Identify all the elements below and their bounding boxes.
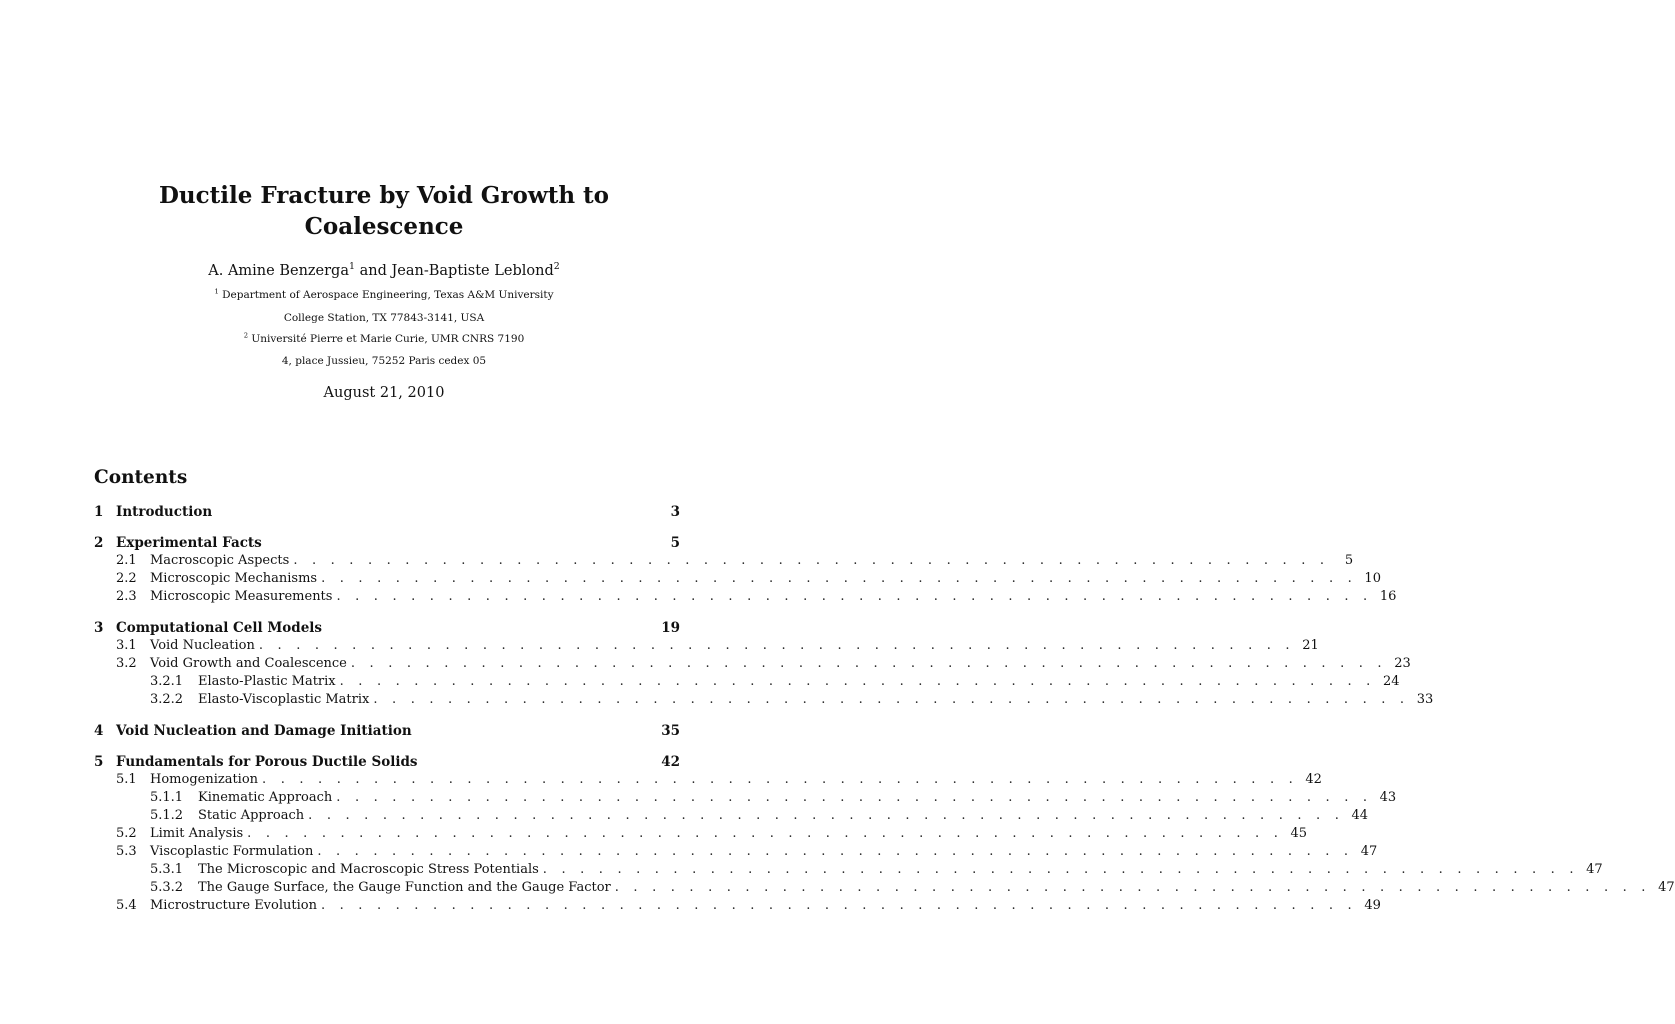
affiliation-mark: 2: [553, 261, 560, 273]
toc-section-entry[interactable]: [116, 844, 1378, 862]
affiliation-mark: 1: [214, 287, 219, 296]
toc-chapter-entry[interactable]: [94, 620, 680, 638]
title-line-1: Ductile Fracture by Void Growth to: [158, 182, 610, 209]
toc-section-entry[interactable]: [116, 826, 1308, 844]
toc-entry-number: 2.3: [116, 589, 137, 604]
toc-entry-title: Static Approach: [198, 808, 305, 823]
paper-date: August 21, 2010: [323, 385, 445, 401]
toc-entry-number: 5.1.1: [150, 790, 184, 805]
toc-page-number: 42: [1305, 772, 1322, 787]
toc-entry-title: Elasto-Viscoplastic Matrix: [198, 692, 370, 707]
toc-page-number: 5: [1344, 553, 1354, 568]
author-name: A. Amine Benzerga: [208, 263, 349, 279]
toc-entry-title: Void Nucleation: [150, 638, 255, 653]
affiliation-mark: 2: [243, 331, 249, 340]
toc-page-number: 43: [1379, 790, 1397, 805]
toc-page-number: 3: [670, 504, 680, 520]
author-conjunction: and: [354, 263, 392, 279]
toc-entry-title: Void Nucleation and Damage Initiation: [116, 723, 412, 739]
toc-page-number: 35: [661, 723, 680, 739]
toc-dot-leader: . . . . . . . . . . . . . . . . . . . . . . . . . . . . . . . . . . . . . . . . . . . . . . . . . . . . . . . .: [339, 674, 1376, 689]
toc-entry-number: 4: [94, 723, 104, 739]
affiliation-text: Department of Aerospace Engineering, Texas A&M University: [218, 289, 554, 301]
toc-page-number: 19: [661, 620, 680, 636]
toc-chapter-entry[interactable]: [94, 535, 680, 553]
toc-chapter-entry[interactable]: [94, 723, 680, 741]
toc-entry-number: 1: [94, 504, 104, 520]
title-line-2: Coalescence: [304, 213, 464, 240]
toc-entry-title: Microscopic Measurements: [150, 589, 333, 604]
toc-dot-leader: . . . . . . . . . . . . . . . . . . . . . . . . . . . . . . . . . . . . . . . . . . . . . . . . . . . . . . . .: [336, 589, 1373, 604]
toc-entry-number: 3.1: [116, 638, 137, 653]
toc-page-number: 24: [1382, 674, 1400, 689]
toc-dot-leader: . . . . . . . . . . . . . . . . . . . . . . . . . . . . . . . . . . . . . . . . . . . . . . . . . . . . . . . .: [542, 862, 1579, 877]
toc-page-number: 21: [1302, 638, 1319, 653]
toc-dot-leader: . . . . . . . . . . . . . . . . . . . . . . . . . . . . . . . . . . . . . . . . . . . . . . . . . . . . . . . .: [373, 692, 1410, 707]
toc-dot-leader: . . . . . . . . . . . . . . . . . . . . . . . . . . . . . . . . . . . . . . . . . . . . . . . . . . . . . . . .: [293, 553, 1330, 568]
toc-section-entry[interactable]: [116, 589, 1397, 607]
toc-entry-title: Microstructure Evolution: [150, 898, 317, 913]
toc-section-entry[interactable]: [116, 772, 1322, 790]
toc-entry-title: Limit Analysis: [150, 826, 244, 841]
toc-section-entry[interactable]: [116, 571, 1381, 589]
toc-section-entry[interactable]: [150, 790, 1397, 808]
toc-entry-number: 3.2: [116, 656, 137, 671]
toc-page-number: 47: [1586, 862, 1603, 877]
toc-chapter-entry[interactable]: [94, 754, 680, 772]
toc-entry-number: 5.4: [116, 898, 137, 913]
toc-page-number: 47: [1360, 844, 1378, 859]
toc-entry-number: 5.3: [116, 844, 137, 859]
toc-entry-title: Experimental Facts: [116, 535, 262, 551]
toc-section-entry[interactable]: [116, 638, 1319, 656]
toc-entry-number: 5.1: [116, 772, 137, 787]
toc-page-number: 49: [1364, 898, 1381, 913]
toc-dot-leader: . . . . . . . . . . . . . . . . . . . . . . . . . . . . . . . . . . . . . . . . . . . . . . . . . . . . . . . .: [308, 808, 1345, 823]
toc-entry-title: Void Growth and Coalescence: [150, 656, 347, 671]
toc-entry-number: 3.2.1: [150, 674, 184, 689]
toc-page-number: 44: [1351, 808, 1369, 823]
toc-entry-number: 5: [94, 754, 104, 770]
toc-page-number: 42: [661, 754, 680, 770]
affiliation-text: Université Pierre et Marie Curie, UMR CNRS 7190: [248, 333, 525, 345]
toc-entry-title: The Gauge Surface, the Gauge Function and the Gauge Factor: [198, 880, 611, 895]
toc-entry-title: Microscopic Mechanisms: [150, 571, 318, 586]
toc-entry-number: 5.2: [116, 826, 137, 841]
toc-dot-leader: . . . . . . . . . . . . . . . . . . . . . . . . . . . . . . . . . . . . . . . . . . . . . . . . . . . . . . . .: [262, 772, 1298, 787]
toc-entry-number: 2.1: [116, 553, 137, 568]
toc-dot-leader: . . . . . . . . . . . . . . . . . . . . . . . . . . . . . . . . . . . . . . . . . . . . . . . . . . . . . . . .: [614, 880, 1651, 895]
toc-section-entry[interactable]: [150, 674, 1400, 692]
toc-dot-leader: . . . . . . . . . . . . . . . . . . . . . . . . . . . . . . . . . . . . . . . . . . . . . . . . . . . . . . . .: [258, 638, 1295, 653]
toc-page-number: 5: [670, 535, 680, 551]
toc-page-number: 45: [1290, 826, 1308, 841]
toc-section-entry[interactable]: [150, 880, 1675, 898]
toc-entry-number: 5.3.1: [150, 862, 184, 877]
toc-entry-title: Viscoplastic Formulation: [150, 844, 314, 859]
toc-page-number: 16: [1379, 589, 1397, 604]
toc-page-number: 10: [1364, 571, 1381, 586]
toc-entry-title: Kinematic Approach: [198, 790, 333, 805]
contents-heading: Contents: [94, 467, 188, 488]
toc-section-entry[interactable]: [116, 553, 1354, 571]
toc-dot-leader: . . . . . . . . . . . . . . . . . . . . . . . . . . . . . . . . . . . . . . . . . . . . . . . . . . . . . . . .: [321, 571, 1357, 586]
toc-entry-title: The Microscopic and Macroscopic Stress Potentials: [198, 862, 539, 877]
toc-section-entry[interactable]: [116, 898, 1381, 916]
toc-section-entry[interactable]: [150, 692, 1434, 710]
toc-entry-title: Macroscopic Aspects: [150, 553, 290, 568]
toc-entry-number: 3: [94, 620, 104, 636]
toc-entry-title: Fundamentals for Porous Ductile Solids: [116, 754, 418, 770]
toc-entry-number: 5.3.2: [150, 880, 184, 895]
toc-entry-title: Computational Cell Models: [116, 620, 323, 636]
author-name: Jean-Baptiste Leblond: [391, 263, 554, 279]
toc-dot-leader: . . . . . . . . . . . . . . . . . . . . . . . . . . . . . . . . . . . . . . . . . . . . . . . . . . . . . . . .: [320, 898, 1357, 913]
toc-page-number: 47: [1658, 880, 1675, 895]
table-of-contents: [94, 0, 1675, 1024]
toc-chapter-entry[interactable]: [94, 504, 680, 522]
toc-page-number: 23: [1394, 656, 1411, 671]
toc-entry-title: Introduction: [116, 504, 213, 520]
toc-dot-leader: . . . . . . . . . . . . . . . . . . . . . . . . . . . . . . . . . . . . . . . . . . . . . . . . . . . . . . . .: [350, 656, 1387, 671]
toc-entry-number: 2: [94, 535, 104, 551]
toc-section-entry[interactable]: [150, 808, 1369, 826]
toc-page-number: 33: [1416, 692, 1434, 707]
toc-entry-number: 3.2.2: [150, 692, 184, 707]
toc-dot-leader: . . . . . . . . . . . . . . . . . . . . . . . . . . . . . . . . . . . . . . . . . . . . . . . . . . . . . . . .: [317, 844, 1354, 859]
toc-entry-number: 2.2: [116, 571, 137, 586]
toc-entry-number: 5.1.2: [150, 808, 184, 823]
toc-dot-leader: . . . . . . . . . . . . . . . . . . . . . . . . . . . . . . . . . . . . . . . . . . . . . . . . . . . . . . . .: [336, 790, 1373, 805]
toc-entry-title: Elasto-Plastic Matrix: [198, 674, 336, 689]
affiliation-mark: 1: [348, 261, 355, 273]
toc-section-entry[interactable]: [150, 862, 1603, 880]
toc-dot-leader: . . . . . . . . . . . . . . . . . . . . . . . . . . . . . . . . . . . . . . . . . . . . . . . . . . . . . . . .: [247, 826, 1284, 841]
affiliation-text: College Station, TX 77843-3141, USA: [283, 312, 485, 324]
affiliation-text: 4, place Jussieu, 75252 Paris cedex 05: [281, 355, 487, 367]
toc-entry-title: Homogenization: [150, 772, 259, 787]
toc-section-entry[interactable]: [116, 656, 1411, 674]
